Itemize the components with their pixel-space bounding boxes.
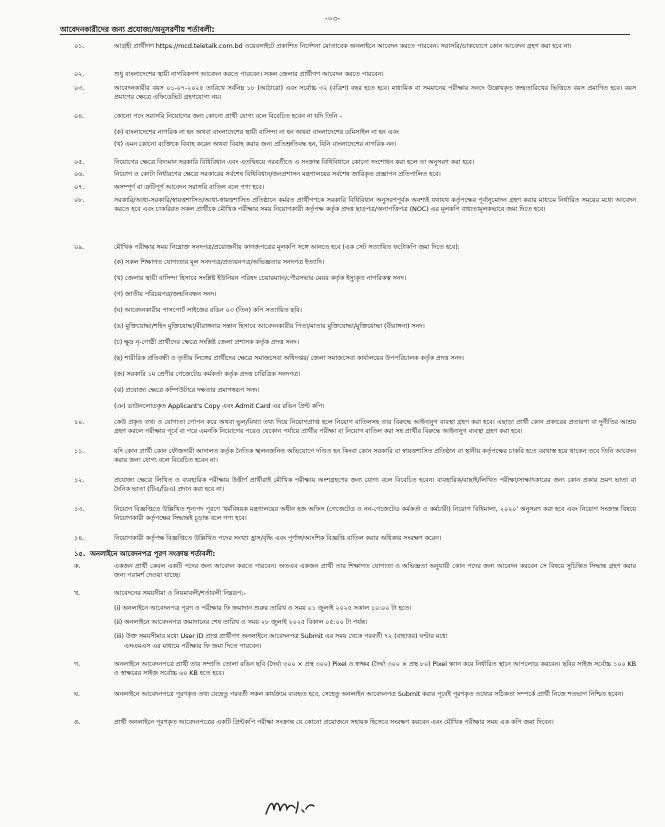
- conditions-heading: আবেদনকারীদের জন্য প্রযোজ্য/অনুসরণীয় শর্তাবলী:: [60, 25, 215, 34]
- sub-condition: (খ) এমন কোনো ব্যক্তিকে বিবাহ করেন অথবা বিবাহ করার জন্য প্রতিশ্রুতিবদ্ধ হন, যিনি বাংলাদেশের নাগরিক নন।: [114, 140, 397, 148]
- signature-mark: [262, 796, 320, 818]
- page-number: -০৩-: [324, 14, 341, 23]
- sub-condition: (ii) অনলাইনে আবেদনপত্র জমাদানের শেষ তারিখ ও সময় ২৮ জুলাই ২০২৫ বিকাল ০৫:০০ টা পর্যন্ত।: [114, 618, 368, 626]
- sub-condition: (ক) বাংলাদেশের নাগরিক না হন অথবা বাংলাদেশের স্থায়ী বাসিন্দা না হন অথবা বাংলাদেশের ডমিসাইল না হন এবং: [114, 128, 399, 136]
- sub-condition: (খ) জেলার স্থায়ী বাসিন্দা হিসাবে সংশ্লিষ্ট ইউনিয়ন পরিষদ চেয়ারম্যান/পৌরসভার মেয়র কর্তৃক ইস্যুকৃত নাগরিকত্ব সনদ।: [114, 274, 407, 282]
- sub-condition: (চ) ক্ষুদ্র নৃ-গোষ্ঠী প্রার্থীদের ক্ষেত্রে সংশ্লিষ্ট জেলা প্রশাসক কর্তৃক প্রদত্ত সনদ।: [114, 338, 299, 346]
- sub-condition: (জ) সরকারি ১ম শ্রেণীর গেজেটেড কর্মকর্তা কর্তৃক প্রদত্ত চারিত্রিক সনদপত্র।: [114, 370, 301, 378]
- sub-condition: (i) অনলাইনে আবেদনপত্র পূরণ ও পরীক্ষার ফি জমাদান শুরুর তারিখ ও সময় ০১ জুলাই ২০২৫ সকাল ১০:০০ টা হতে।: [114, 604, 412, 612]
- sub-condition: (ঙ) মুক্তিযোদ্ধা/শহিদ মুক্তিযোদ্ধা/বীরাঙ্গনার সন্তান হিসাবে আবেদনকারীর পিতা/মাতার মুক্তিযোদ্ধা/মুক্তিযোদ্ধা (বীরাঙ্গনা) সনদ।: [114, 322, 425, 330]
- section-15-number: ১৫.: [74, 550, 86, 558]
- document-page: -০৩- আবেদনকারীদের জন্য প্রযোজ্য/অনুসরণীয় শর্তাবলী: ০১. আগ্রহী প্রার্থীগণ https://mcd.teletalk.com.bd ওয়েবসাইটে প্রকাশিত নির্দেশনা মোতাবেক অনলাইনে আবেদন করতে পারবেন। সরাসরি/ডাকযোগে কোন আবেদন গ্রহণ করা হবে না। ০২. শুধু বাংলাদেশের স্থায়ী নাগরিকগণ আবেদন করতে পারবেন। সকল জেলার প্রার্থীগণ আবেদন করতে পারবেন। ০৩. আবেদনকারীর বয়স ০১-০৭-২০২৫ তারিখে সর্বনিম্ন ১৮ (আঠারো) এবং সর্বোচ্চ ৩২ (বত্রিশ) বছর হতে হবে। মাধ্যমিক বা সমমানের পরীক্ষার সনদে উল্লেখকৃত জন্মতারিখের ভিত্তিতে বয়স প্রমাণিত হবে। বয়স প্রমাণের ক্ষেত্রে এফিডেভিট গ্রহণযোগ্য নয়। ০৪. কোনো পদে সরাসরি নিয়োগের জন্য কোনো প্রার্থী যোগ্য বলে বিবেচিত হবেন না যদি তিনি - (ক) বাংলাদেশের নাগরিক না হন অথবা বাংলাদেশের স্থায়ী বাসিন্দা না হন অথবা বাংলাদেশের ডমিসাইল না হন এবং (খ) এমন কোনো ব্যক্তিকে বিবাহ করেন অথবা বিবাহ করার জন্য প্রতিশ্রুতিবদ্ধ হন, যিনি বাংলাদেশের নাগরিক নন। ০৫. নিয়োগের ক্ষেত্রে বিদ্যমান সরকারি বিধিবিধান এবং এতদ্বিষয়ে পরবর্তীতে এ সংক্রান্ত বিধিবিধানে কোনো সংশোধন করা হলে তা অনুসরণ করা হবে। ০৬. নিয়োগ ও কোটা নির্ধারণের ক্ষেত্রে সরকারের সর্বশেষ বিধিবিধান/জনপ্রশাসন মন্ত্রণালয়ের সর্বশেষ জারিকৃত প্রজ্ঞাপন প্রতিপালিত হবে। ০৭. অসম্পূর্ণ বা ত্রুটিপূর্ণ আবেদন সরাসরি বাতিল বলে গণ্য হবে। ০৮. সরকারি/আধা-সরকারি/স্বায়ত্তশাসিত/আধা-স্বায়ত্তশাসিত প্রতিষ্ঠানে কর্মরত প্রার্থীগণকে সরকারি বিধিবিধান অনুসরণপূর্বক অবশ্যই যথাযথ কর্তৃপক্ষের পূর্বানুমোদন গ্রহণ করার মাধ্যমে নির্ধারিত সময়ের মধ্যে আবেদন করতে হবে এবং চাকরিরত সকল প্রার্থীকে মৌখিক পরীক্ষার সময় নিয়োগকারী কর্তৃপক্ষ কর্তৃক প্রদত্ত ছাড়পত্র/অনাপত্তিপত্র (NOC) এর মূলকপি বাধ্যতামূলকভাবে জমা দিতে হবে। ০৯. মৌখিক পরীক্ষার সময় নিম্নোক্ত সনদপত্র/প্রয়োজনীয় কাগজপত্রের মূলকপি সঙ্গে আনতে হবে (এক সেট সত্যায়িত ফটোকপি জমা দিতে হবে): (ক) সকল শিক্ষাগত যোগ্যতার মূল সনদপত্র/প্রত্যয়নপত্র/অভিজ্ঞতার সনদপত্র ইত্যাদি। (খ) জেলার স্থায়ী বাসিন্দা হিসাবে সংশ্লিষ্ট ইউনিয়ন পরিষদ চেয়ারম্যান/পৌরসভার মেয়র কর্তৃক ইস্যুকৃত নাগরিকত্ব সনদ। (গ) জাতীয় পরিচয়পত্র/জন্মনিবন্ধন সনদ। (ঘ) আবেদনকারীর পাসপোর্ট সাইজের রঙিন ০৩ (তিন) কপি সত্যায়িত ছবি। (ঙ) মুক্তিযোদ্ধা/শহিদ মুক্তিযোদ্ধা/বীরাঙ্গনার সন্তান হিসাবে আবেদনকারীর পিতা/মাতার মুক্তিযোদ্ধা/মুক্তিযোদ্ধা (বীরাঙ্গনা) সনদ। (চ) ক্ষুদ্র নৃ-গোষ্ঠী প্রার্থীদের ক্ষেত্রে সংশ্লিষ্ট জেলা প্রশাসক কর্তৃক প্রদত্ত সনদ। (ছ) শারীরিক প্রতিবন্ধী ও তৃতীয় লিঙ্গের প্রার্থীদের ক্ষেত্রে সমাজসেবা অধিদপ্তর/ জেলা সমাজসেবা কার্যালয়ের উপপরিচালক কর্তৃক প্রদত্ত সনদ। (জ) সরকারি ১ম শ্রেণীর গেজেটেড কর্মকর্তা কর্তৃক প্রদত্ত চারিত্রিক সনদপত্র। (ঝ) প্রযোজ্য ক্ষেত্রে কম্পিউটারে দক্ষতার প্রমাণস্বরূপ সনদ। (ঞ) ডাউনলোডকৃত Applicant's Copy এবং Admit Card এর রঙিন প্রিন্ট কপি। ১০. কেউ প্রকৃত তথ্য ও যোগ্যতা গোপন করে অথবা ভুল/মিথ্যা তথ্য দিয়ে নিয়োগপ্রাপ্ত হলে নিয়োগ বাতিলসহ তার বিরুদ্ধে আইনানুগ ব্যবস্থা গ্রহণ করা হবে। এছাড়া প্রার্থী কোন প্রকারের প্রতারণা বা দুর্নীতির আশ্রয় গ্রহণ করলে পরীক্ষার পূর্বে বা পরে এমনকি নিয়োগের পরেও যেকোন পর্যায়ে প্রার্থীর পরীক্ষা বা নিয়োগ বাতিল করা সহ প্রার্থীর বিরুদ্ধে আইনানুগ ব্যবস্থা গ্রহণ করা হবে। ১১. যদি কোন প্রার্থী কোন ফৌজদারী আদালত কর্তৃক নৈতিক স্খলনজনিত অভিযোগে দণ্ডিত হন কিংবা কোন সরকারি বা স্বায়ত্তশাসিত প্রতিষ্ঠান বা স্থানীয় কর্তৃপক্ষের চাকরি হতে বরখাস্ত হয়ে থাকেন তবে তিনি আবেদন করার জন্য যোগ্য বলে বিবেচিত হবেন না। ১২. প্রযোজ্য ক্ষেত্রে লিখিত ও ব্যবহারিক পরীক্ষায় উত্তীর্ণ প্রার্থীরাই মৌখিক পরীক্ষায় অংশগ্রহণের জন্য যোগ্য বলে বিবেচিত হবেন। ব্যবহারিক/বাছাই/লিখিত পরীক্ষা/সাক্ষাৎকারের জন্য কোন প্রকার ভ্রমণ ভাতা বা দৈনিক ভাতা (টিএ/ডিএ) প্রদান করা হবে না। ১৩. নিয়োগ বিজ্ঞপ্তিতে উল্লিখিত শূন্যপদ পূরণে 'ধর্মবিষয়ক মন্ত্রণালয়ের অধীন হজ অফিস (গেজেটেড ও নন-গেজেটেড কর্মকর্তা ও কর্মচারী) নিয়োগ বিধিমালা, ২০২০' অনুসরণ করা হবে এবং নিয়োগ সংক্রান্ত বিষয়ে নিয়োগকারী কর্তৃপক্ষের সিদ্ধান্তই চূড়ান্ত বলে গণ্য হবে। ১৪. নিয়োগকারী কর্তৃপক্ষ বিজ্ঞপ্তিতে উল্লিখিত পদের সংখ্যা হ্রাস/বৃদ্ধি এবং পূর্ণাঙ্গ/আংশিক বিজ্ঞপ্তি বাতিল করার অধিকার সংরক্ষণ করেন। ১৫. অনলাইনে আবেদনপত্র পূরণ সংক্রান্ত শর্তাবলী: ক. একজন প্রার্থী কেবল একটি পদের জন্য আবেদন করতে পারবেন। অতএব একজন প্রার্থী তার শিক্ষাগত যোগ্যতা ও অভিজ্ঞতা অনুযায়ী কোন পদের জন্য আবেদন করবেন সে বিষয়ে সুচিন্তিত সিদ্ধান্ত গ্রহণ করার জন্য পরামর্শ দেওয়া যাচ্ছে। খ. আবেদনের সময়সীমা ও নিয়মাবলী/শর্তাবলী নিম্নরূপ:- (i) অনলাইনে আবেদনপত্র পূরণ ও পরীক্ষার ফি জমাদান শুরুর তারিখ ও সময় ০১ জুলাই ২০২৫ সকাল ১০:০০ টা হতে। (ii) অনলাইনে আবেদনপত্র জমাদানের শেষ তারিখ ও সময় ২৮ জুলাই ২০২৫ বিকাল ০৫:০০ টা পর্যন্ত। (iii) উক্ত সময়সীমার মধ্যে User ID প্রাপ্ত প্রার্থীগণ অনলাইনে আবেদনপত্র Submit এর সময় থেকে পরবর্তী ৭২ (বাহাত্তর) ঘণ্টার মধ্যে এসএমএস এর মাধ্যমে পরীক্ষার ফি জমা দিতে পারবেন। গ. অনলাইনে আবেদনপত্রে প্রার্থী তার সম্প্রতি তোলা রঙিন ছবি (দৈর্ঘ্য ৩০০ × প্রস্থ ৩০০) Pixel ও স্বাক্ষর (দৈর্ঘ্য ৩০০ × প্রস্থ ৮০) Pixel স্ক্যান করে নির্ধারিত স্থানে আপলোড করবেন। ছবির সাইজ সর্বোচ্চ ১০০ KB ও স্বাক্ষরের সাইজ সর্বোচ্চ ৬০ KB হতে হবে। ঘ. অনলাইনে আবেদনপত্রে পূরণকৃত তথ্য যেহেতু পরবর্তী সকল কার্যক্রমে ব্যবহৃত হবে, সেহেতু অনলাইন আবেদনপত্র Submit করার পূর্বেই পূরণকৃত তথ্যের সঠিকতা সম্পর্কে প্রার্থী নিজে শতভাগ নিশ্চিত হবেন। ঙ. প্রার্থী অনলাইনে পূরণকৃত আবেদনপত্রের একটি প্রিন্টকপি পরীক্ষা সংক্রান্ত যে কোনো প্রয়োজনে সহায়ক হিসেবে সংরক্ষণ করবেন এবং মৌখিক পরীক্ষার সময় এক কপি জমা দিবেন।: [0, 0, 665, 827]
- sub-condition: (ঝ) প্রযোজ্য ক্ষেত্রে কম্পিউটারে দক্ষতার প্রমাণস্বরূপ সনদ।: [114, 386, 260, 394]
- sub-condition: (ছ) শারীরিক প্রতিবন্ধী ও তৃতীয় লিঙ্গের প্রার্থীদের ক্ষেত্রে সমাজসেবা অধিদপ্তর/ জেলা সমাজসেবা কার্যালয়ের উপপরিচালক কর্তৃক প্রদত্ত সনদ।: [114, 354, 464, 362]
- sub-condition: (গ) জাতীয় পরিচয়পত্র/জন্মনিবন্ধন সনদ।: [114, 290, 217, 298]
- sub-condition: (ক) সকল শিক্ষাগত যোগ্যতার মূল সনদপত্র/প্রত্যয়নপত্র/অভিজ্ঞতার সনদপত্র ইত্যাদি।: [114, 258, 324, 266]
- sub-condition: (iii) উক্ত সময়সীমার মধ্যে User ID প্রাপ্ত প্রার্থীগণ অনলাইনে আবেদনপত্র Submit এর সময় থেকে পরবর্তী ৭২ (বাহাত্তর) ঘণ্টার মধ্যে: [114, 632, 448, 640]
- section-15-title: অনলাইনে আবেদনপত্র পূরণ সংক্রান্ত শর্তাবলী:: [90, 550, 216, 558]
- heading-underline: [60, 34, 630, 35]
- sub-condition: (ঘ) আবেদনকারীর পাসপোর্ট সাইজের রঙিন ০৩ (তিন) কপি সত্যায়িত ছবি।: [114, 306, 302, 314]
- sub-condition: (ঞ) ডাউনলোডকৃত Applicant's Copy এবং Admit Card এর রঙিন প্রিন্ট কপি।: [114, 402, 325, 410]
- sub-condition: এসএমএস এর মাধ্যমে পরীক্ষার ফি জমা দিতে পারবেন।: [124, 642, 262, 650]
